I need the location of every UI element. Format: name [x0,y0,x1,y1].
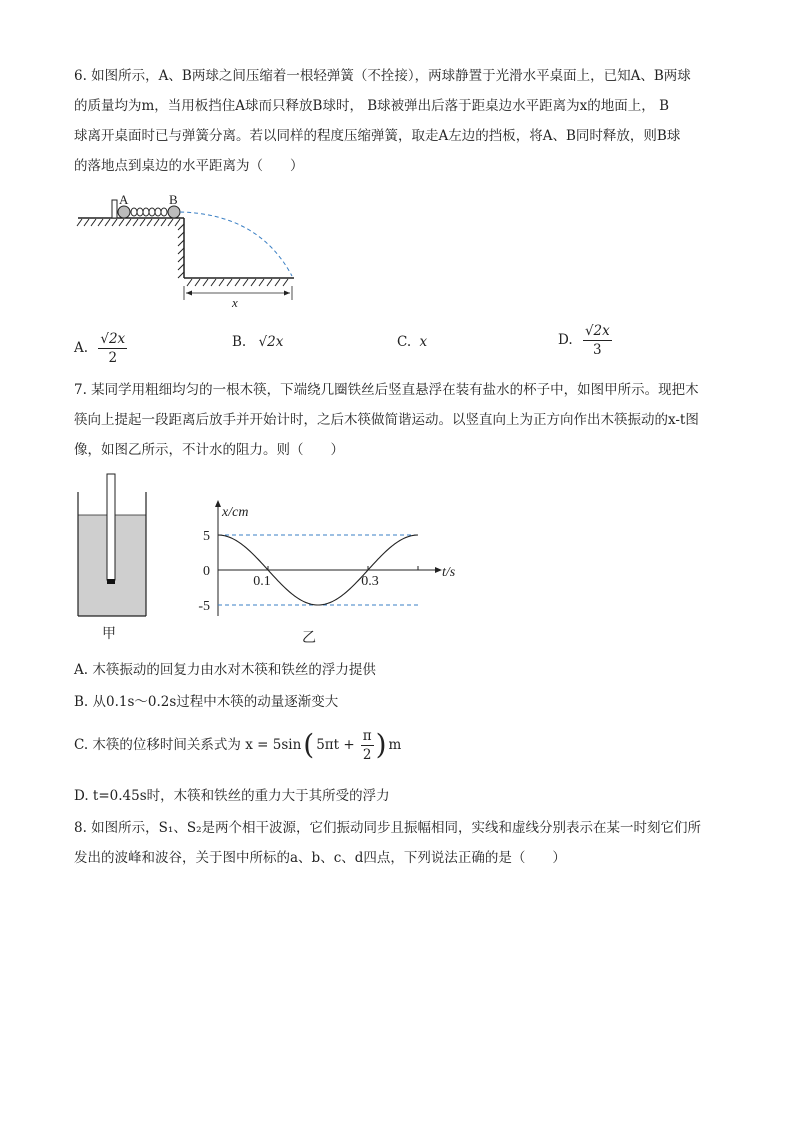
q6-line-2: 的质量均为m，当用板挡住A球而只释放B球时， B球被弹出后落于距桌边水平距离为x的地面上， B [74,98,670,114]
figure-yi-label: 乙 [302,630,316,646]
q6-option-b [232,332,283,352]
chopstick [107,474,115,580]
q6-option-d [558,322,612,359]
baffle-plate [112,200,117,218]
q6-figure-table-spring [74,190,304,310]
y-tick-label-minus5: -5 [198,599,210,614]
q7-option-c-den: 2 [362,746,372,763]
q7-figure-jia-cup [74,472,154,642]
q7-option-c-num: π [362,727,372,744]
x-tick-label-0.1: 0.1 [253,574,271,589]
q6-option-b-text: √2x [258,334,284,350]
q6-option-a-num: √2x [100,331,126,347]
q6-option-b-letter: B. [232,334,247,350]
ball-b [168,206,180,218]
q7-option-c-unit: m [388,737,402,753]
q6-option-a-letter: A. [74,340,89,356]
q6-option-a-fraction [98,330,127,367]
q6-option-a [74,330,127,367]
q6-line-4: 的落地点到桌边的水平距离为（ ） [74,158,304,174]
ball-a [118,206,130,218]
spring [131,208,167,216]
q7-option-b: B. 从0.1s～0.2s过程中木筷的动量逐渐变大 [74,694,339,710]
q6-option-c-text: x [419,334,428,350]
x-tick-label-0.3: 0.3 [361,574,379,589]
trajectory-curve [180,212,292,276]
q6-option-d-letter: D. [558,332,573,348]
q6-option-d-num: √2x [584,323,610,339]
q8-line-1: 8. 如图所示，S₁、S₂是两个相干波源，它们振动同步且振幅相同，实线和虚线分别表示在某一时刻它们所 [74,820,701,836]
q7-option-d: D. t=0.45s时，木筷和铁丝的重力大于其所受的浮力 [74,788,390,804]
q6-option-c [397,332,427,352]
label-x: x [232,295,238,310]
y-tick-label-0: 0 [203,564,210,579]
q7-option-c-prefix: C. 木筷的位移时间关系式为 x = 5sin [74,737,302,753]
q8-line-2: 发出的波峰和波谷，关于图中所标的a、b、c、d四点，下列说法正确的是（ ） [74,850,566,866]
q7-line-3: 像，如图乙所示，不计水的阻力。则（ ） [74,442,344,458]
label-b: B [169,192,178,207]
y-axis-label: x/cm [222,505,249,520]
y-tick-label-5: 5 [203,529,210,544]
iron-wire [107,579,115,584]
label-a: A [119,192,129,207]
q6-option-d-den: 3 [593,342,602,358]
q7-line-2: 筷向上提起一段距离后放手并开始计时，之后木筷做简谐运动。以竖直向上为正方向作出木筷振动的x-t图 [74,412,699,428]
figure-jia-label: 甲 [102,627,116,642]
q6-line-1: 6. 如图所示，A、B两球之间压缩着一根轻弹簧（不拴接），两球静置于光滑水平桌面上，已知A、B两球 [74,68,691,84]
q6-option-a-den: 2 [108,350,118,366]
q7-figure-yi-xt-graph [190,498,470,648]
q7-option-c-inner: 5πt + [316,737,355,753]
q7-option-a: A. 木筷振动的回复力由水对木筷和铁丝的浮力提供 [74,662,376,678]
q7-line-1: 7. 某同学用粗细均匀的一根木筷，下端绕几圈铁丝后竖直悬浮在装有盐水的杯子中，如图甲所示。现把木 [74,382,699,398]
q7-option-c: C. 木筷的位移时间关系式为 x = 5sin ( 5πt + $\frac{\pi}{2}$ ) m [74,727,402,763]
q7-option-c-fraction [361,727,374,764]
q6-option-d-fraction [583,322,612,359]
q6-line-3: 球离开桌面时已与弹簧分离。若以同样的程度压缩弹簧，取走A左边的挡板，将A、B同时释放，则B球 [74,128,681,144]
x-axis-label: t/s [442,565,456,580]
q6-option-c-letter: C. [397,334,412,350]
